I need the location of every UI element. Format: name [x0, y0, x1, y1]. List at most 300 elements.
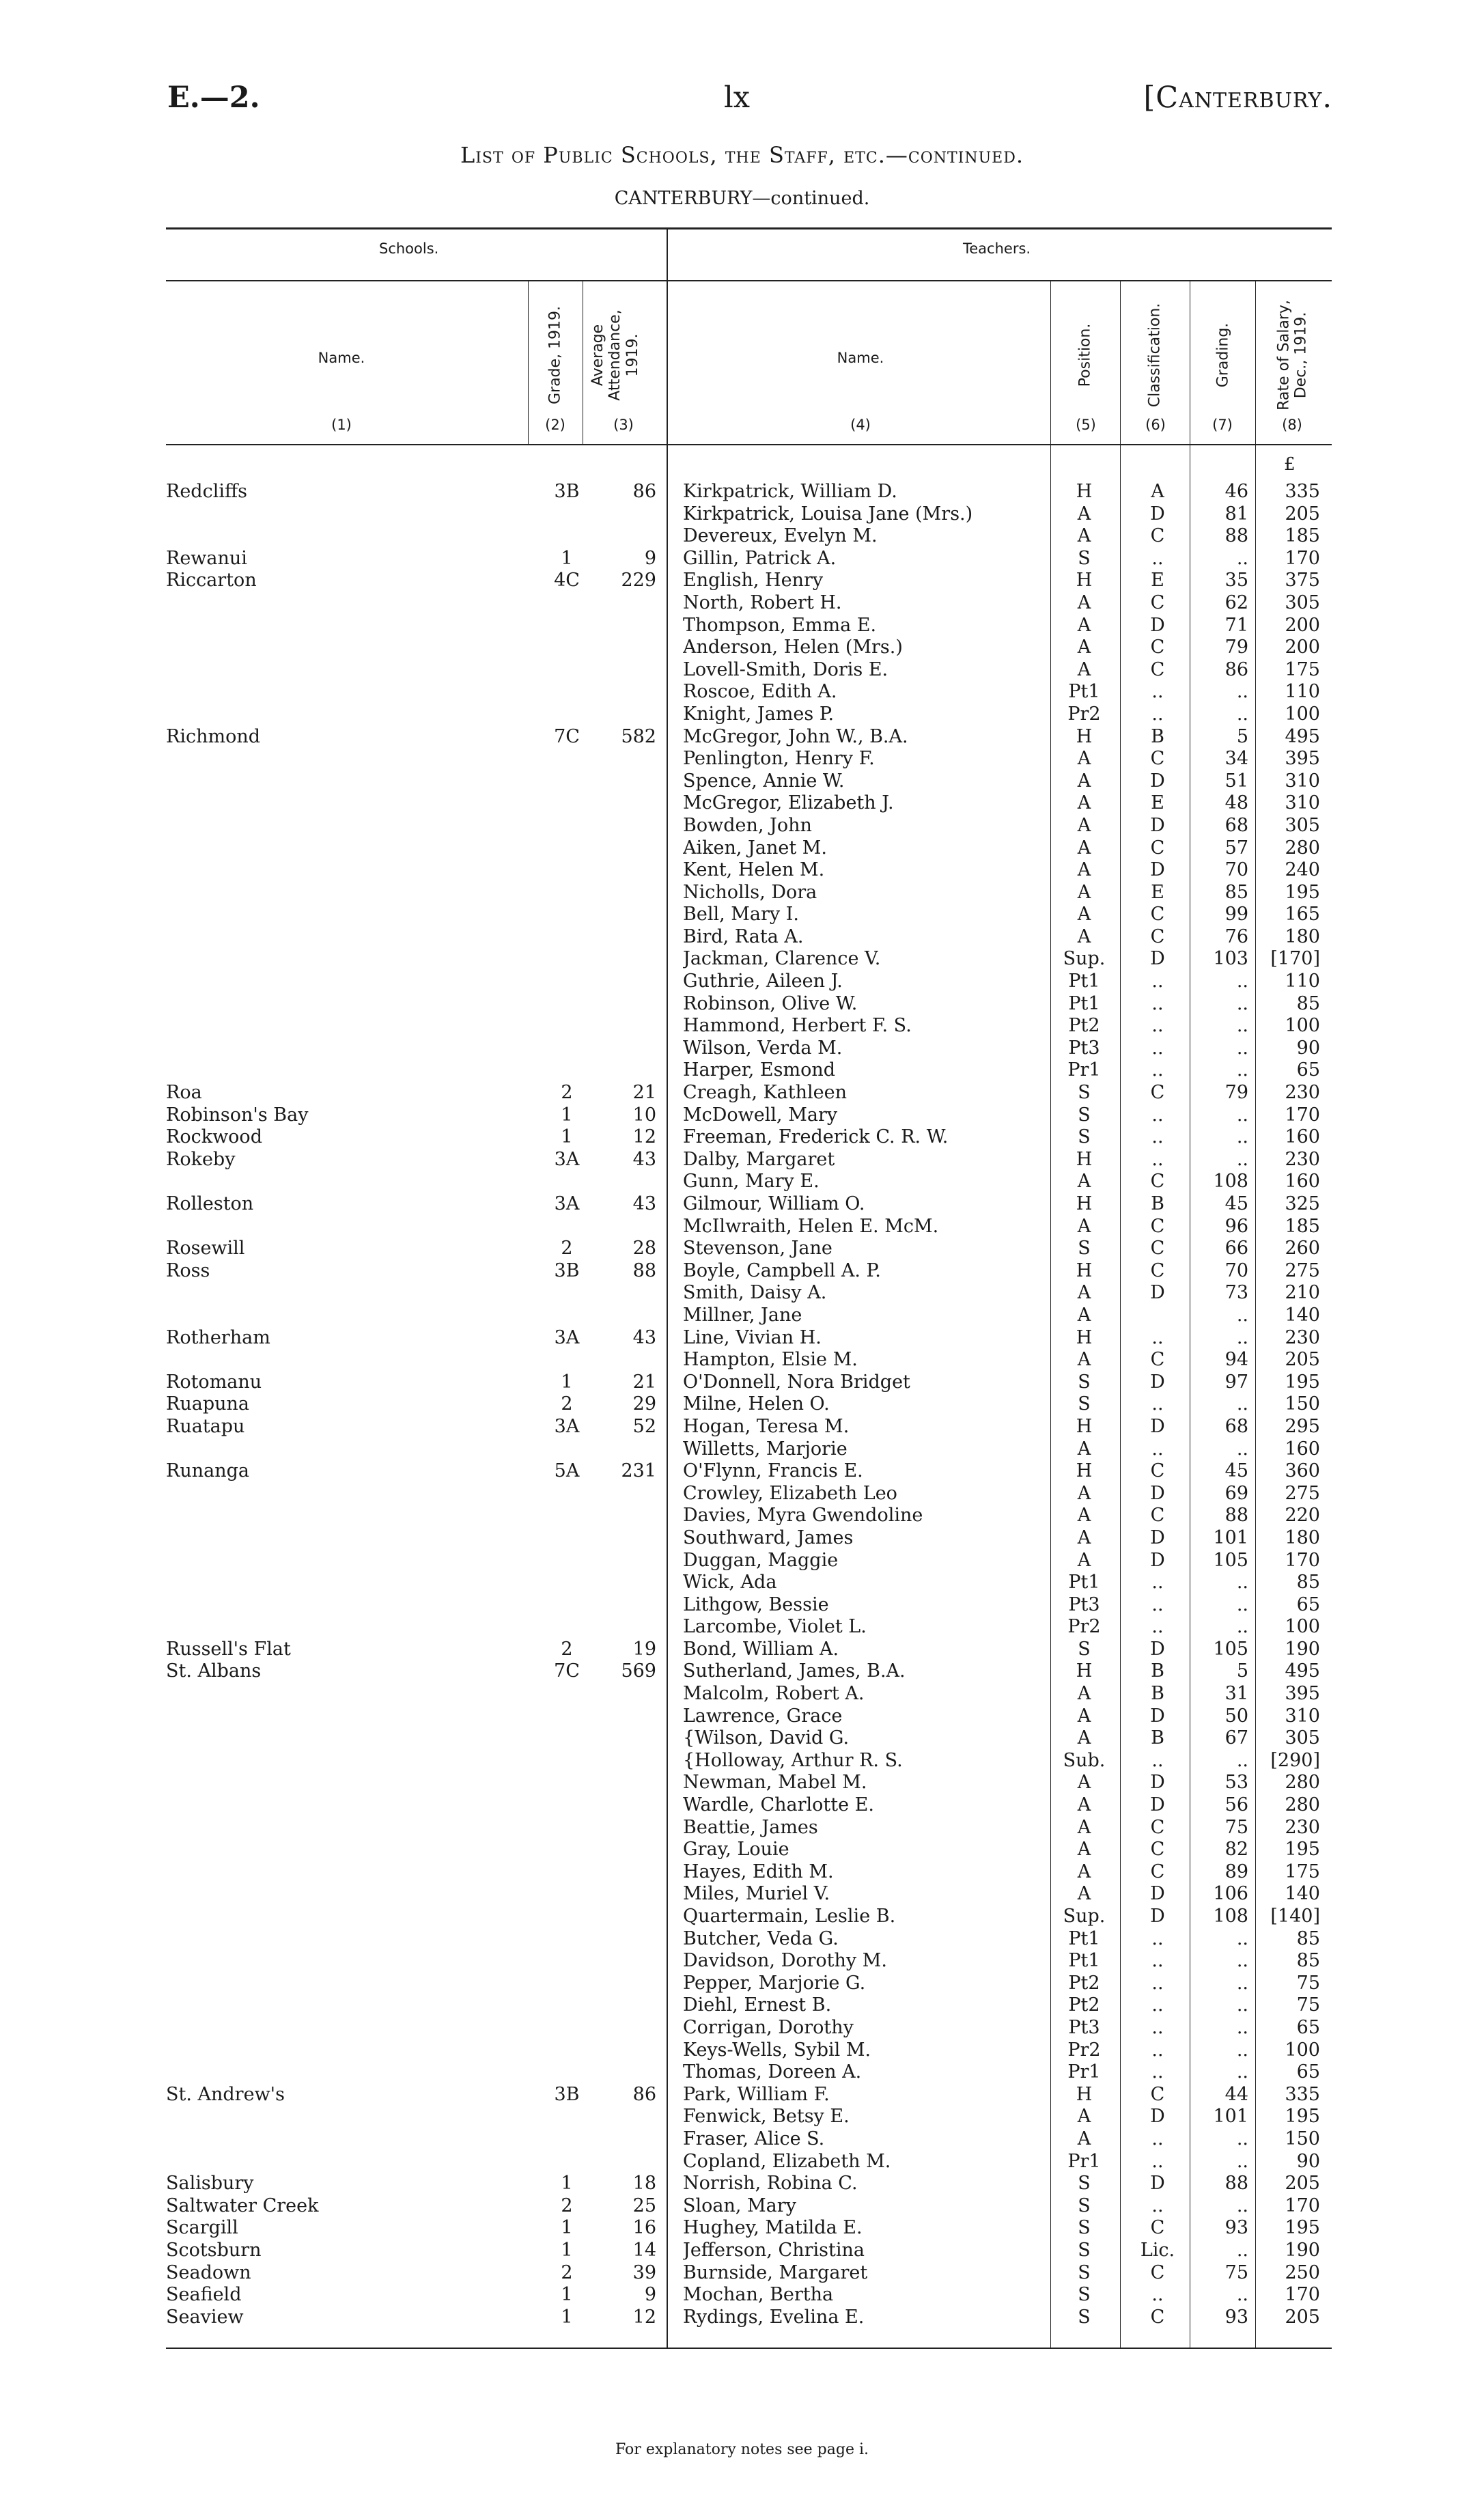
classification-cell: C [1150, 837, 1165, 859]
classification-cell: .. [1151, 2284, 1164, 2306]
position-cell: Pt1 [1068, 681, 1100, 703]
classification-cell: .. [1151, 703, 1164, 725]
grading-cell: 48 [1224, 792, 1248, 814]
position-cell: A [1077, 1839, 1091, 1861]
table-row [0, 1126, 1484, 1149]
grading-cell: .. [1236, 681, 1248, 703]
salary-cell: 170 [1285, 2284, 1320, 2306]
teacher-name-cell: Gunn, Mary E. [683, 1171, 820, 1193]
table-row [0, 926, 1484, 949]
grading-cell: 62 [1224, 591, 1248, 613]
classification-cell: D [1150, 770, 1165, 792]
position-cell: Pt3 [1068, 1593, 1100, 1615]
table-row [0, 1460, 1484, 1483]
grade-cell: 3A [554, 1415, 580, 1437]
attendance-cell: 28 [632, 1238, 656, 1259]
classification-cell: C [1150, 525, 1165, 547]
table-row [0, 570, 1484, 592]
salary-cell: 85 [1296, 1572, 1320, 1593]
position-cell: H [1076, 1326, 1093, 1348]
table-row [0, 2195, 1484, 2218]
teacher-name-cell: Jefferson, Christina [683, 2239, 865, 2261]
teacher-name-header: Name. [837, 350, 884, 366]
position-cell: A [1077, 1861, 1091, 1882]
salary-cell: 160 [1285, 1438, 1320, 1460]
grading-cell: 45 [1224, 1193, 1248, 1214]
salary-cell: 110 [1285, 971, 1320, 992]
salary-cell: 180 [1285, 1527, 1320, 1548]
classification-cell: E [1151, 881, 1164, 903]
salary-cell: 310 [1285, 1705, 1320, 1727]
classification-cell: D [1150, 2173, 1165, 2195]
teacher-name-cell: O'Flynn, Francis E. [683, 1460, 863, 1482]
position-cell: Pt2 [1068, 1972, 1100, 1994]
school-name-cell: Redcliffs [166, 481, 248, 502]
grade-cell: 3A [554, 1193, 580, 1214]
salary-cell: 170 [1285, 1549, 1320, 1571]
classification-cell: D [1150, 1794, 1165, 1816]
position-cell: A [1077, 1282, 1091, 1304]
teacher-name-cell: Smith, Daisy A. [683, 1282, 827, 1304]
position-cell: A [1077, 658, 1091, 680]
salary-cell: 250 [1285, 2261, 1320, 2283]
classification-cell: .. [1151, 1393, 1164, 1415]
classification-cell: C [1150, 2306, 1165, 2328]
teacher-name-cell: Butcher, Veda G. [683, 1927, 839, 1949]
grade-cell: 2 [561, 1638, 573, 1660]
grading-cell: .. [1236, 1059, 1248, 1081]
salary-cell: 280 [1285, 1772, 1320, 1794]
teacher-name-cell: Hughey, Matilda E. [683, 2217, 863, 2239]
salary-cell: 325 [1285, 1193, 1320, 1214]
grading-cell: 75 [1224, 1816, 1248, 1838]
school-name-cell: Roa [166, 1082, 202, 1104]
position-cell: S [1078, 2261, 1091, 2283]
classification-cell: .. [1151, 1927, 1164, 1949]
position-cell: Pr2 [1067, 1616, 1101, 1638]
classification-cell: C [1150, 1349, 1165, 1371]
teacher-name-cell: Hogan, Teresa M. [683, 1415, 850, 1437]
table-row [0, 1639, 1484, 1661]
attendance-cell: 21 [632, 1082, 656, 1104]
grading-cell: 101 [1213, 2106, 1248, 2128]
attendance-cell: 43 [632, 1148, 656, 1170]
table-row [0, 1327, 1484, 1350]
grading-cell: 76 [1224, 925, 1248, 947]
table-row [0, 1393, 1484, 1416]
table-row [0, 1727, 1484, 1750]
position-cell: A [1077, 503, 1091, 525]
salary-cell: 160 [1285, 1126, 1320, 1148]
header-bottom-rule [166, 444, 1332, 445]
position-cell: A [1077, 881, 1091, 903]
grading-cell: .. [1236, 1148, 1248, 1170]
salary-cell: [140] [1270, 1906, 1320, 1927]
teacher-name-cell: Lawrence, Grace [683, 1705, 843, 1727]
grading-cell: 108 [1213, 1906, 1248, 1927]
teacher-name-cell: Thompson, Emma E. [683, 614, 877, 636]
salary-cell: 230 [1285, 1148, 1320, 1170]
classification-cell: C [1150, 658, 1165, 680]
classification-cell: .. [1151, 1438, 1164, 1460]
grading-cell: 108 [1213, 1171, 1248, 1193]
grading-cell: 105 [1213, 1549, 1248, 1571]
position-cell: A [1077, 1816, 1091, 1838]
table-row [0, 748, 1484, 770]
grade-cell: 1 [561, 2173, 573, 2195]
position-cell: A [1077, 925, 1091, 947]
classification-cell: .. [1151, 971, 1164, 992]
teacher-name-cell: Sloan, Mary [683, 2195, 796, 2216]
table-row [0, 1705, 1484, 1728]
salary-cell: 65 [1296, 2061, 1320, 2083]
grade-cell: 1 [561, 2239, 573, 2261]
teacher-name-cell: Park, William F. [683, 2083, 830, 2105]
position-cell: Sup. [1063, 1906, 1106, 1927]
grading-cell: 106 [1213, 1883, 1248, 1905]
salary-cell: 170 [1285, 1104, 1320, 1126]
position-cell: A [1077, 2128, 1091, 2149]
teacher-name-cell: Freeman, Frederick C. R. W. [683, 1126, 949, 1148]
position-cell: H [1076, 1193, 1093, 1214]
page-title: List of Public Schools, the Staff, etc.—continued. [460, 142, 1024, 168]
classification-cell: C [1150, 1215, 1165, 1237]
teacher-name-cell: Gray, Louie [683, 1839, 789, 1861]
table-row [0, 1282, 1484, 1305]
salary-cell: 305 [1285, 814, 1320, 836]
salary-cell: 375 [1285, 570, 1320, 591]
grade-cell: 2 [561, 2195, 573, 2216]
grading-cell: 103 [1213, 948, 1248, 970]
col-num-7: (7) [1212, 417, 1233, 433]
attendance-cell: 43 [632, 1326, 656, 1348]
teacher-name-cell: Creagh, Kathleen [683, 1082, 847, 1104]
grading-cell: 105 [1213, 1638, 1248, 1660]
grading-cell: 97 [1224, 1371, 1248, 1393]
grading-cell: 93 [1224, 2306, 1248, 2328]
position-cell: A [1077, 637, 1091, 658]
position-cell: Sup. [1063, 948, 1106, 970]
salary-cell: 495 [1285, 1660, 1320, 1682]
teacher-name-cell: Dalby, Margaret [683, 1148, 835, 1170]
grading-cell: 69 [1224, 1482, 1248, 1504]
position-cell: Pt2 [1068, 1015, 1100, 1037]
classification-cell: .. [1151, 2128, 1164, 2149]
teacher-name-cell: Fenwick, Betsy E. [683, 2106, 850, 2128]
classification-cell: C [1150, 1861, 1165, 1882]
table-row [0, 1572, 1484, 1594]
classification-cell: D [1150, 1371, 1165, 1393]
salary-cell: 335 [1285, 481, 1320, 502]
table-row [0, 1483, 1484, 1505]
salary-cell: 195 [1285, 881, 1320, 903]
col-num-8: (8) [1282, 417, 1302, 433]
teacher-name-cell: Anderson, Helen (Mrs.) [683, 637, 903, 658]
teacher-name-cell: McGregor, Elizabeth J. [683, 792, 894, 814]
position-cell: S [1078, 1104, 1091, 1126]
teacher-name-cell: Hayes, Edith M. [683, 1861, 834, 1882]
salary-cell: 260 [1285, 1238, 1320, 1259]
attendance-cell: 569 [621, 1660, 656, 1682]
salary-cell: 310 [1285, 770, 1320, 792]
col-num-5: (5) [1076, 417, 1096, 433]
school-name-cell: Seadown [166, 2261, 251, 2283]
classification-cell: C [1150, 925, 1165, 947]
table-row [0, 525, 1484, 548]
teacher-name-cell: Devereux, Evelyn M. [683, 525, 878, 547]
classification-cell: B [1151, 725, 1164, 747]
salary-cell: 210 [1285, 1282, 1320, 1304]
teacher-name-cell: Rydings, Evelina E. [683, 2306, 865, 2328]
classification-cell: .. [1151, 2016, 1164, 2038]
classification-cell: C [1150, 1238, 1165, 1259]
grading-cell: .. [1236, 1104, 1248, 1126]
teacher-name-cell: Hammond, Herbert F. S. [683, 1015, 912, 1037]
position-cell: A [1077, 1215, 1091, 1237]
salary-cell: 360 [1285, 1460, 1320, 1482]
grading-cell: .. [1236, 1037, 1248, 1059]
grading-cell: 5 [1236, 1660, 1248, 1682]
salary-cell: 160 [1285, 1171, 1320, 1193]
grading-cell: 82 [1224, 1839, 1248, 1861]
grading-cell: 94 [1224, 1349, 1248, 1371]
classification-cell: D [1150, 614, 1165, 636]
classification-cell: .. [1151, 681, 1164, 703]
salary-cell: 275 [1285, 1259, 1320, 1281]
grading-cell: 71 [1224, 614, 1248, 636]
grading-cell: .. [1236, 1972, 1248, 1994]
table-row [0, 971, 1484, 993]
attendance-cell: 88 [632, 1259, 656, 1281]
table-row [0, 1505, 1484, 1527]
grading-cell: .. [1236, 2150, 1248, 2172]
grading-cell: 46 [1224, 481, 1248, 502]
salary-cell: [170] [1270, 948, 1320, 970]
classification-cell: D [1150, 1282, 1165, 1304]
salary-cell: 140 [1285, 1304, 1320, 1326]
grade-header: Grade, 1919. [546, 305, 564, 405]
teacher-name-cell: Norrish, Robina C. [683, 2173, 858, 2195]
teacher-name-cell: Kent, Helen M. [683, 859, 825, 881]
salary-cell: 200 [1285, 614, 1320, 636]
salary-cell: 295 [1285, 1415, 1320, 1437]
table-row [0, 2106, 1484, 2128]
teacher-name-cell: {Wilson, David G. [683, 1727, 850, 1749]
grade-cell: 3B [554, 481, 580, 502]
salary-cell: 230 [1285, 1082, 1320, 1104]
attendance-cell: 582 [621, 725, 656, 747]
classification-cell: .. [1151, 1593, 1164, 1615]
salary-cell: 195 [1285, 2217, 1320, 2239]
position-cell: A [1077, 1549, 1091, 1571]
grade-cell: 2 [561, 1082, 573, 1104]
classification-cell: .. [1151, 2195, 1164, 2216]
classification-cell: D [1150, 1482, 1165, 1504]
teacher-name-cell: Harper, Esmond [683, 1059, 836, 1081]
classification-cell: .. [1151, 1126, 1164, 1148]
salary-cell: 90 [1296, 1037, 1320, 1059]
table-row [0, 2307, 1484, 2329]
position-cell: Pr1 [1067, 2150, 1101, 2172]
attendance-cell: 25 [632, 2195, 656, 2216]
grading-header: Grading. [1214, 322, 1232, 388]
school-name-cell: Saltwater Creek [166, 2195, 319, 2216]
grade-cell: 3A [554, 1326, 580, 1348]
table-row [0, 2128, 1484, 2151]
classification-cell: C [1150, 904, 1165, 925]
attendance-cell: 9 [644, 2284, 656, 2306]
school-name-cell: Russell's Flat [166, 1638, 291, 1660]
table-row [0, 1973, 1484, 1995]
position-cell: Pt3 [1068, 1037, 1100, 1059]
table-row [0, 1594, 1484, 1617]
teacher-name-cell: Davidson, Dorothy M. [683, 1950, 887, 1972]
salary-cell: 100 [1285, 703, 1320, 725]
grading-cell: .. [1236, 1572, 1248, 1593]
classification-cell: .. [1151, 992, 1164, 1014]
classification-cell: C [1150, 1816, 1165, 1838]
teacher-name-cell: Diehl, Ernest B. [683, 1994, 832, 2016]
table-row [0, 1193, 1484, 1216]
position-cell: A [1077, 1772, 1091, 1794]
teacher-name-cell: Keys-Wells, Sybil M. [683, 2039, 871, 2061]
table-row [0, 1772, 1484, 1794]
grading-cell: 68 [1224, 814, 1248, 836]
teacher-name-cell: Miles, Muriel V. [683, 1883, 830, 1905]
grading-cell: 86 [1224, 658, 1248, 680]
attendance-cell: 231 [621, 1460, 656, 1482]
position-cell: Pr1 [1067, 1059, 1101, 1081]
position-header: Position. [1076, 323, 1094, 387]
position-cell: S [1078, 1238, 1091, 1259]
teacher-name-cell: Willetts, Marjorie [683, 1438, 848, 1460]
school-name-cell: Rewanui [166, 547, 247, 569]
table-row [0, 615, 1484, 637]
position-cell: A [1077, 525, 1091, 547]
teacher-name-cell: Quartermain, Leslie B. [683, 1906, 896, 1927]
table-row [0, 1527, 1484, 1550]
grading-cell: .. [1236, 2195, 1248, 2216]
position-cell: A [1077, 1438, 1091, 1460]
grading-cell: 53 [1224, 1772, 1248, 1794]
grading-cell: 57 [1224, 837, 1248, 859]
teacher-name-cell: McGregor, John W., B.A. [683, 725, 908, 747]
classification-cell: C [1150, 2083, 1165, 2105]
salary-cell: 65 [1296, 2016, 1320, 2038]
teacher-name-cell: Nicholls, Dora [683, 881, 817, 903]
table-row [0, 1906, 1484, 1928]
school-name-header: Name. [318, 350, 365, 366]
salary-cell: 75 [1296, 1972, 1320, 1994]
grading-cell: 66 [1224, 1238, 1248, 1259]
grading-cell: .. [1236, 1126, 1248, 1148]
table-row [0, 1349, 1484, 1371]
grading-cell: .. [1236, 1593, 1248, 1615]
school-name-cell: Scargill [166, 2217, 238, 2239]
position-cell: Pt1 [1068, 1950, 1100, 1972]
classification-cell: D [1150, 1883, 1165, 1905]
classification-cell: .. [1151, 1572, 1164, 1593]
table-row [0, 1238, 1484, 1260]
position-cell: H [1076, 725, 1093, 747]
attendance-cell: 12 [632, 1126, 656, 1148]
attendance-cell: 12 [632, 2306, 656, 2328]
grading-cell: .. [1236, 2016, 1248, 2038]
salary-cell: 90 [1296, 2150, 1320, 2172]
salary-cell: 395 [1285, 1683, 1320, 1705]
position-cell: H [1076, 2083, 1093, 2105]
salary-cell: 165 [1285, 904, 1320, 925]
salary-cell: 280 [1285, 837, 1320, 859]
classification-cell: C [1150, 1839, 1165, 1861]
attendance-cell: 18 [632, 2173, 656, 2195]
grading-cell: 70 [1224, 1259, 1248, 1281]
grading-cell: 88 [1224, 1505, 1248, 1527]
salary-cell: 190 [1285, 1638, 1320, 1660]
position-cell: A [1077, 1505, 1091, 1527]
attendance-cell: 21 [632, 1371, 656, 1393]
teacher-name-cell: {Holloway, Arthur R. S. [683, 1749, 903, 1771]
position-cell: A [1077, 1683, 1091, 1705]
group-divider-rule [166, 280, 1332, 281]
teachers-group-header: Teachers. [963, 240, 1031, 257]
school-name-cell: Rokeby [166, 1148, 236, 1170]
classification-cell: .. [1151, 1148, 1164, 1170]
col-num-3: (3) [613, 417, 634, 433]
grading-cell: .. [1236, 1994, 1248, 2016]
teacher-name-cell: Guthrie, Aileen J. [683, 971, 843, 992]
table-row [0, 1994, 1484, 2017]
teacher-name-cell: Copland, Elizabeth M. [683, 2150, 891, 2172]
grading-cell: .. [1236, 2128, 1248, 2149]
salary-cell: 205 [1285, 1349, 1320, 1371]
classification-cell: C [1150, 2217, 1165, 2239]
salary-header: Rate of Salary, Dec., 1919. [1275, 300, 1310, 410]
table-row [0, 1149, 1484, 1171]
grade-cell: 4C [554, 570, 580, 591]
salary-cell: 230 [1285, 1816, 1320, 1838]
position-cell: A [1077, 748, 1091, 770]
grading-cell: 89 [1224, 1861, 1248, 1882]
classification-cell: B [1151, 1727, 1164, 1749]
table-row [0, 859, 1484, 882]
table-row [0, 2084, 1484, 2106]
grade-cell: 2 [561, 1238, 573, 1259]
teacher-name-cell: Boyle, Campbell A. P. [683, 1259, 881, 1281]
attendance-cell: 16 [632, 2217, 656, 2239]
position-cell: A [1077, 614, 1091, 636]
classification-cell: D [1150, 1415, 1165, 1437]
col-divider [528, 281, 529, 445]
school-name-cell: Salisbury [166, 2173, 254, 2195]
teacher-name-cell: Stevenson, Jane [683, 1238, 832, 1259]
table-row [0, 1171, 1484, 1193]
position-cell: S [1078, 1082, 1091, 1104]
position-cell: S [1078, 2284, 1091, 2306]
teacher-name-cell: Lovell-Smith, Doris E. [683, 658, 888, 680]
salary-cell: 275 [1285, 1482, 1320, 1504]
grading-cell: .. [1236, 2239, 1248, 2261]
teacher-name-cell: O'Donnell, Nora Bridget [683, 1371, 910, 1393]
grading-cell: .. [1236, 992, 1248, 1014]
teacher-name-cell: Kirkpatrick, William D. [683, 481, 897, 502]
salary-cell: 305 [1285, 591, 1320, 613]
position-cell: H [1076, 481, 1093, 502]
table-row [0, 1037, 1484, 1060]
position-cell: A [1077, 859, 1091, 881]
classification-cell: .. [1151, 1972, 1164, 1994]
table-row [0, 2240, 1484, 2262]
